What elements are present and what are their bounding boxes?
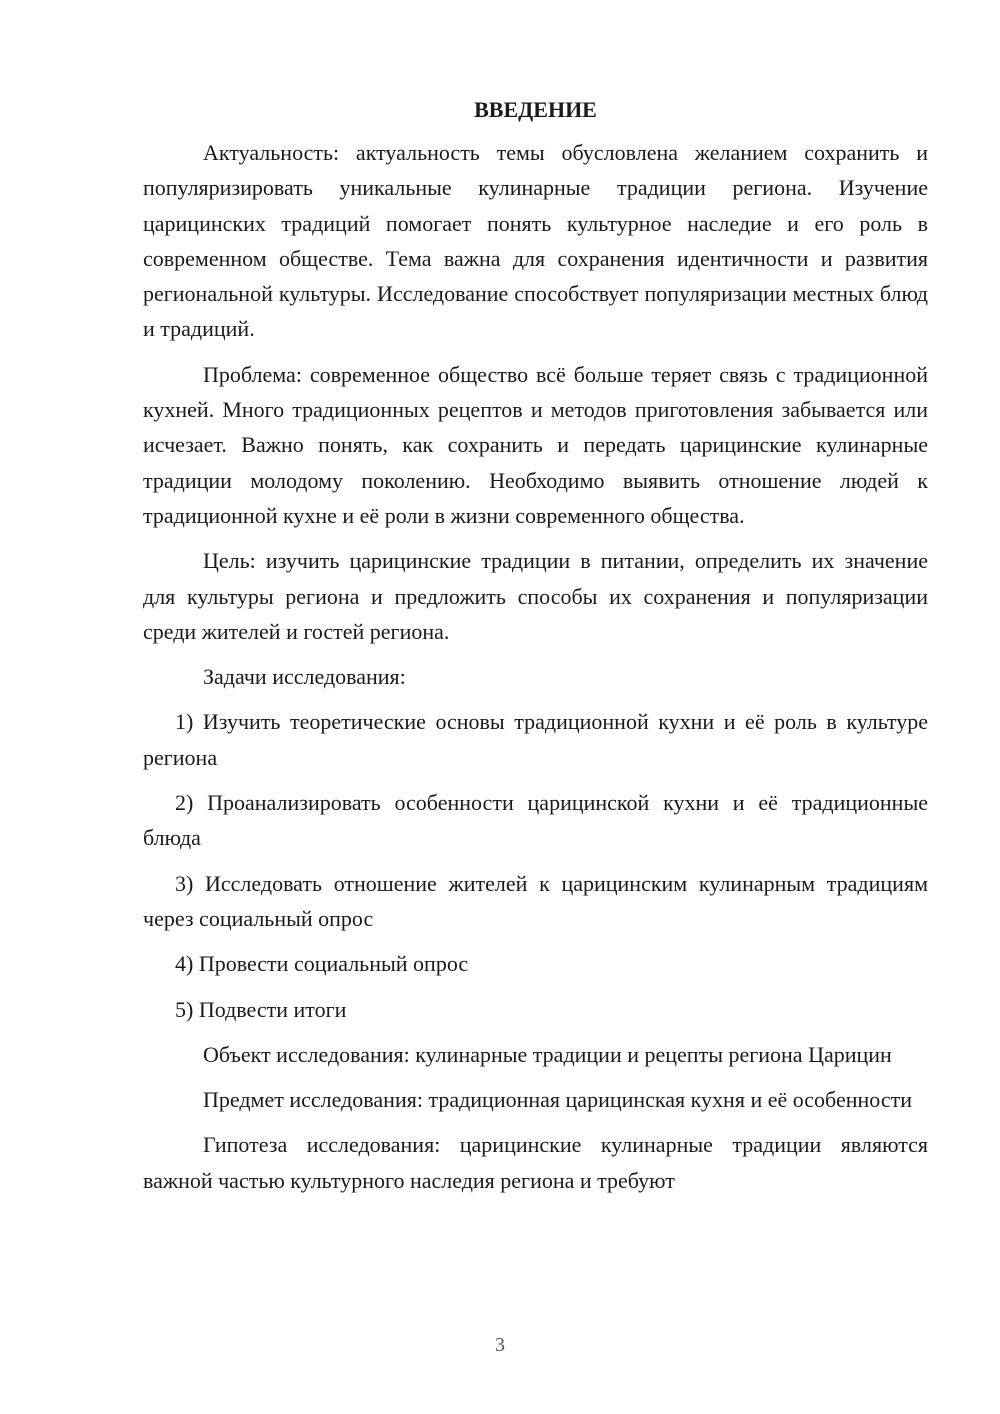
- task-item-5: 5) Подвести итоги: [175, 996, 347, 1022]
- task-item-4: 4) Провести социальный опрос: [175, 951, 469, 977]
- section-heading: ВВЕДЕНИЕ: [474, 97, 597, 122]
- subject-paragraph: Предмет исследования: традиционная царицинская кухня и её особенности: [203, 1087, 912, 1113]
- relevance-paragraph: Актуальность: актуальность темы обусловлена желанием сохранить и популяризировать уникальные кулинарные традиции региона. Изучение царицинских традиций помогает понять культурное наследие и его роль в современном обществе. Тема важна для сохранения идентичности и развития региональной культуры. Исследование способствует популяризации местных блюд и традиций.: [143, 140, 928, 342]
- tasks-heading: Задачи исследования:: [203, 664, 406, 690]
- problem-paragraph: Проблема: современное общество всё больше теряет связь с традиционной кухней. Много традиционных рецептов и методов приготовления забывается или исчезает. Важно понять, как сохранить и передать царицинские кулинарные традиции молодому поколению. Необходимо выявить отношение людей к традиционной кухне и её роли в жизни современного общества.: [143, 361, 928, 528]
- hypothesis-paragraph: Гипотеза исследования: царицинские кулинарные традиции являются важной частью культурного наследия региона и требуют: [143, 1132, 928, 1193]
- goal-paragraph: Цель: изучить царицинские традиции в питании, определить их значение для культуры региона и предложить способы их сохранения и популяризации среди жителей и гостей региона.: [143, 548, 928, 644]
- page-content: [143, 95, 928, 1208]
- task-item-2: 2) Проанализировать особенности царицинской кухни и её традиционные блюда: [143, 790, 928, 851]
- task-item-1: 1) Изучить теоретические основы традиционной кухни и её роль в культуре региона: [143, 709, 928, 770]
- object-paragraph: Объект исследования: кулинарные традиции и рецепты региона Царицин: [203, 1041, 892, 1067]
- page-number: 3: [495, 1334, 505, 1356]
- task-item-3: 3) Исследовать отношение жителей к царицинским кулинарным традициям через социальный опрос: [143, 870, 928, 931]
